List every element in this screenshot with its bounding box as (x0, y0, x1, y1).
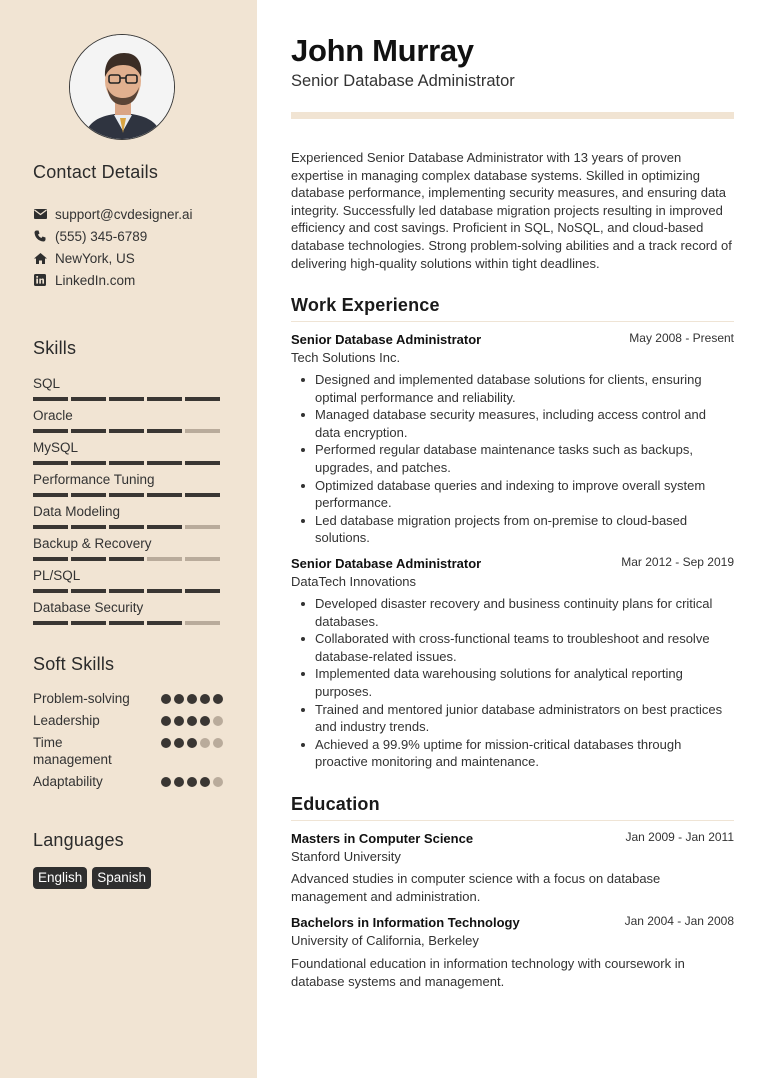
skill-level-segment (71, 589, 106, 593)
edu-2-degree: Bachelors in Information Technology (291, 915, 520, 930)
profile-photo (70, 35, 175, 140)
skill-level-segment (109, 461, 144, 465)
skill-level-segment (185, 589, 220, 593)
soft-skill-item (33, 690, 223, 707)
languages-heading: Languages (33, 830, 124, 850)
language-badge: English (33, 867, 87, 889)
edu-1-degree: Masters in Computer Science (291, 831, 474, 846)
rating-dot (187, 738, 197, 748)
skill-item (33, 439, 223, 471)
rating-dot (174, 716, 184, 726)
skill-name: SQL (33, 376, 61, 391)
soft-skill-rating (161, 773, 223, 787)
skill-level-segment (109, 397, 144, 401)
skill-level-segment (71, 525, 106, 529)
skill-item (33, 503, 223, 535)
linkedin-icon (33, 273, 47, 287)
job-1-company: Tech Solutions Inc. (291, 350, 401, 365)
rating-dot (200, 738, 210, 748)
list-item: Performed regular database maintenance tasks such as backups, upgrades, and patches. (291, 441, 734, 476)
skill-level-segment (71, 621, 106, 625)
education-heading: Education (291, 794, 380, 814)
skill-level-segment (109, 589, 144, 593)
list-item: Achieved a 99.9% uptime for mission-critical databases through proactive monitoring and maintenance. (291, 736, 734, 771)
rating-dot (174, 694, 184, 704)
skill-level-bar (33, 621, 223, 625)
soft-skill-name: Problem-solving (33, 691, 130, 706)
home-icon (33, 251, 47, 265)
skill-level-segment (185, 525, 220, 529)
soft-skill-item (33, 734, 223, 768)
skill-level-segment (109, 493, 144, 497)
skill-level-segment (147, 461, 182, 465)
envelope-icon (33, 207, 47, 221)
soft-skills-heading: Soft Skills (33, 654, 115, 674)
rating-dot (161, 738, 171, 748)
list-item: Collaborated with cross-functional teams to troubleshoot and resolve database-related issues. (291, 630, 734, 665)
skill-level-segment (185, 493, 220, 497)
skill-level-bar (33, 397, 223, 401)
skill-name: MySQL (33, 440, 79, 455)
skill-level-bar (33, 429, 223, 433)
contact-list (33, 203, 233, 291)
rating-dot (200, 777, 210, 787)
contact-email[interactable] (33, 203, 233, 225)
job-1-dates: May 2008 - Present (629, 331, 734, 345)
skill-level-segment (33, 493, 68, 497)
skill-level-segment (185, 429, 220, 433)
edu-2-dates: Jan 2004 - Jan 2008 (624, 914, 734, 928)
rating-dot (187, 716, 197, 726)
skill-name: Oracle (33, 408, 73, 423)
skill-level-segment (147, 493, 182, 497)
job-2-company: DataTech Innovations (291, 574, 417, 589)
job-2-dates: Mar 2012 - Sep 2019 (621, 555, 734, 569)
skill-level-segment (71, 429, 106, 433)
profile-summary: Experienced Senior Database Administrator with 13 years of proven expertise in managing complex database systems. Skilled in optimizing database performance, implementing security measures, and ensuring data integrity. Successfully led database migration projects resulting in improved efficiency and cost savings. Proficient in SQL, NoSQL, and cloud-based database technologies. Strong problem-solving abilities and a track record of delivering high-quality solutions within tight deadlines. (291, 150, 732, 271)
rating-dot (213, 716, 223, 726)
skill-level-segment (71, 493, 106, 497)
skill-item (33, 535, 223, 567)
rating-dot (174, 738, 184, 748)
skill-item (33, 375, 223, 407)
job-title: Senior Database Administrator (291, 72, 515, 90)
skill-level-segment (147, 557, 182, 561)
soft-skill-item (33, 773, 223, 790)
list-item: Developed disaster recovery and business continuity plans for critical databases. (291, 595, 734, 630)
edu-1-description: Advanced studies in computer science with a focus on database management and administration. (291, 871, 661, 904)
skill-level-segment (185, 621, 220, 625)
skill-level-segment (185, 557, 220, 561)
skill-level-segment (147, 621, 182, 625)
rating-dot (187, 777, 197, 787)
skill-item (33, 567, 223, 599)
skill-level-segment (147, 397, 182, 401)
skill-name: PL/SQL (33, 568, 81, 583)
skill-level-segment (109, 557, 144, 561)
work-experience-heading: Work Experience (291, 295, 440, 315)
skill-level-bar (33, 557, 223, 561)
list-item: Optimized database queries and indexing to improve overall system performance. (291, 477, 734, 512)
skill-level-segment (33, 461, 68, 465)
contact-phone[interactable] (33, 225, 233, 247)
skill-level-segment (33, 397, 68, 401)
skills-list (33, 375, 223, 631)
rating-dot (161, 694, 171, 704)
contact-location (33, 247, 233, 269)
skill-level-bar (33, 493, 223, 497)
soft-skill-name: Adaptability (33, 774, 103, 789)
skill-item (33, 471, 223, 503)
rating-dot (161, 716, 171, 726)
contact-linkedin[interactable] (33, 269, 233, 291)
skill-level-segment (71, 461, 106, 465)
rating-dot (187, 694, 197, 704)
skill-level-segment (109, 525, 144, 529)
skill-level-bar (33, 461, 223, 465)
soft-skill-rating (161, 734, 223, 748)
soft-skill-rating (161, 712, 223, 726)
skill-name: Data Modeling (33, 504, 121, 519)
job-1-bullets (291, 371, 734, 547)
skill-level-segment (109, 621, 144, 625)
skill-item (33, 407, 223, 439)
list-item: Designed and implemented database solutions for clients, ensuring optimal performance and reliability. (291, 371, 734, 406)
job-1-title: Senior Database Administrator (291, 332, 482, 347)
work-divider (291, 321, 734, 322)
linkedin-text: LinkedIn.com (55, 272, 136, 288)
languages-list (33, 867, 151, 889)
person-name: John Murray (291, 33, 474, 68)
skill-level-segment (147, 429, 182, 433)
list-item: Managed database security measures, including access control and data encryption. (291, 406, 734, 441)
soft-skill-item (33, 712, 223, 729)
rating-dot (213, 738, 223, 748)
soft-skills-list (33, 690, 223, 795)
job-2-bullets (291, 595, 734, 771)
rating-dot (174, 777, 184, 787)
skill-level-segment (71, 557, 106, 561)
sidebar (0, 0, 257, 1078)
skill-level-segment (147, 589, 182, 593)
list-item: Trained and mentored junior database administrators on best practices and industry trends. (291, 701, 734, 736)
rating-dot (213, 694, 223, 704)
skill-level-bar (33, 525, 223, 529)
edu-1-dates: Jan 2009 - Jan 2011 (625, 830, 734, 844)
language-badge: Spanish (92, 867, 151, 889)
rating-dot (161, 777, 171, 787)
job-2-title: Senior Database Administrator (291, 556, 482, 571)
accent-divider (291, 112, 734, 119)
phone-icon (33, 229, 47, 243)
rating-dot (200, 716, 210, 726)
skill-level-segment (185, 461, 220, 465)
skills-heading: Skills (33, 338, 77, 358)
skill-level-segment (109, 429, 144, 433)
soft-skill-name: Time management (33, 735, 112, 767)
contact-heading: Contact Details (33, 162, 159, 182)
list-item: Implemented data warehousing solutions for analytical reporting purposes. (291, 665, 734, 700)
skill-level-segment (33, 525, 68, 529)
skill-level-bar (33, 589, 223, 593)
edu-1-school: Stanford University (291, 849, 401, 864)
skill-level-segment (33, 557, 68, 561)
skill-level-segment (33, 621, 68, 625)
skill-level-segment (185, 397, 220, 401)
soft-skill-rating (161, 690, 223, 704)
rating-dot (213, 777, 223, 787)
edu-2-school: University of California, Berkeley (291, 933, 479, 948)
skill-name: Backup & Recovery (33, 536, 152, 551)
skill-level-segment (147, 525, 182, 529)
skill-level-segment (71, 397, 106, 401)
skill-level-segment (33, 429, 68, 433)
education-divider (291, 820, 734, 821)
email-text: support@cvdesigner.ai (55, 206, 193, 222)
avatar (69, 34, 175, 140)
location-text: NewYork, US (55, 250, 135, 266)
phone-text: (555) 345-6789 (55, 228, 148, 244)
rating-dot (200, 694, 210, 704)
skill-name: Performance Tuning (33, 472, 155, 487)
skill-item (33, 599, 223, 631)
skill-level-segment (33, 589, 68, 593)
edu-2-description: Foundational education in information technology with coursework in database systems and management. (291, 956, 685, 989)
list-item: Led database migration projects from on-premise to cloud-based solutions. (291, 512, 734, 547)
skill-name: Database Security (33, 600, 144, 615)
soft-skill-name: Leadership (33, 713, 100, 728)
